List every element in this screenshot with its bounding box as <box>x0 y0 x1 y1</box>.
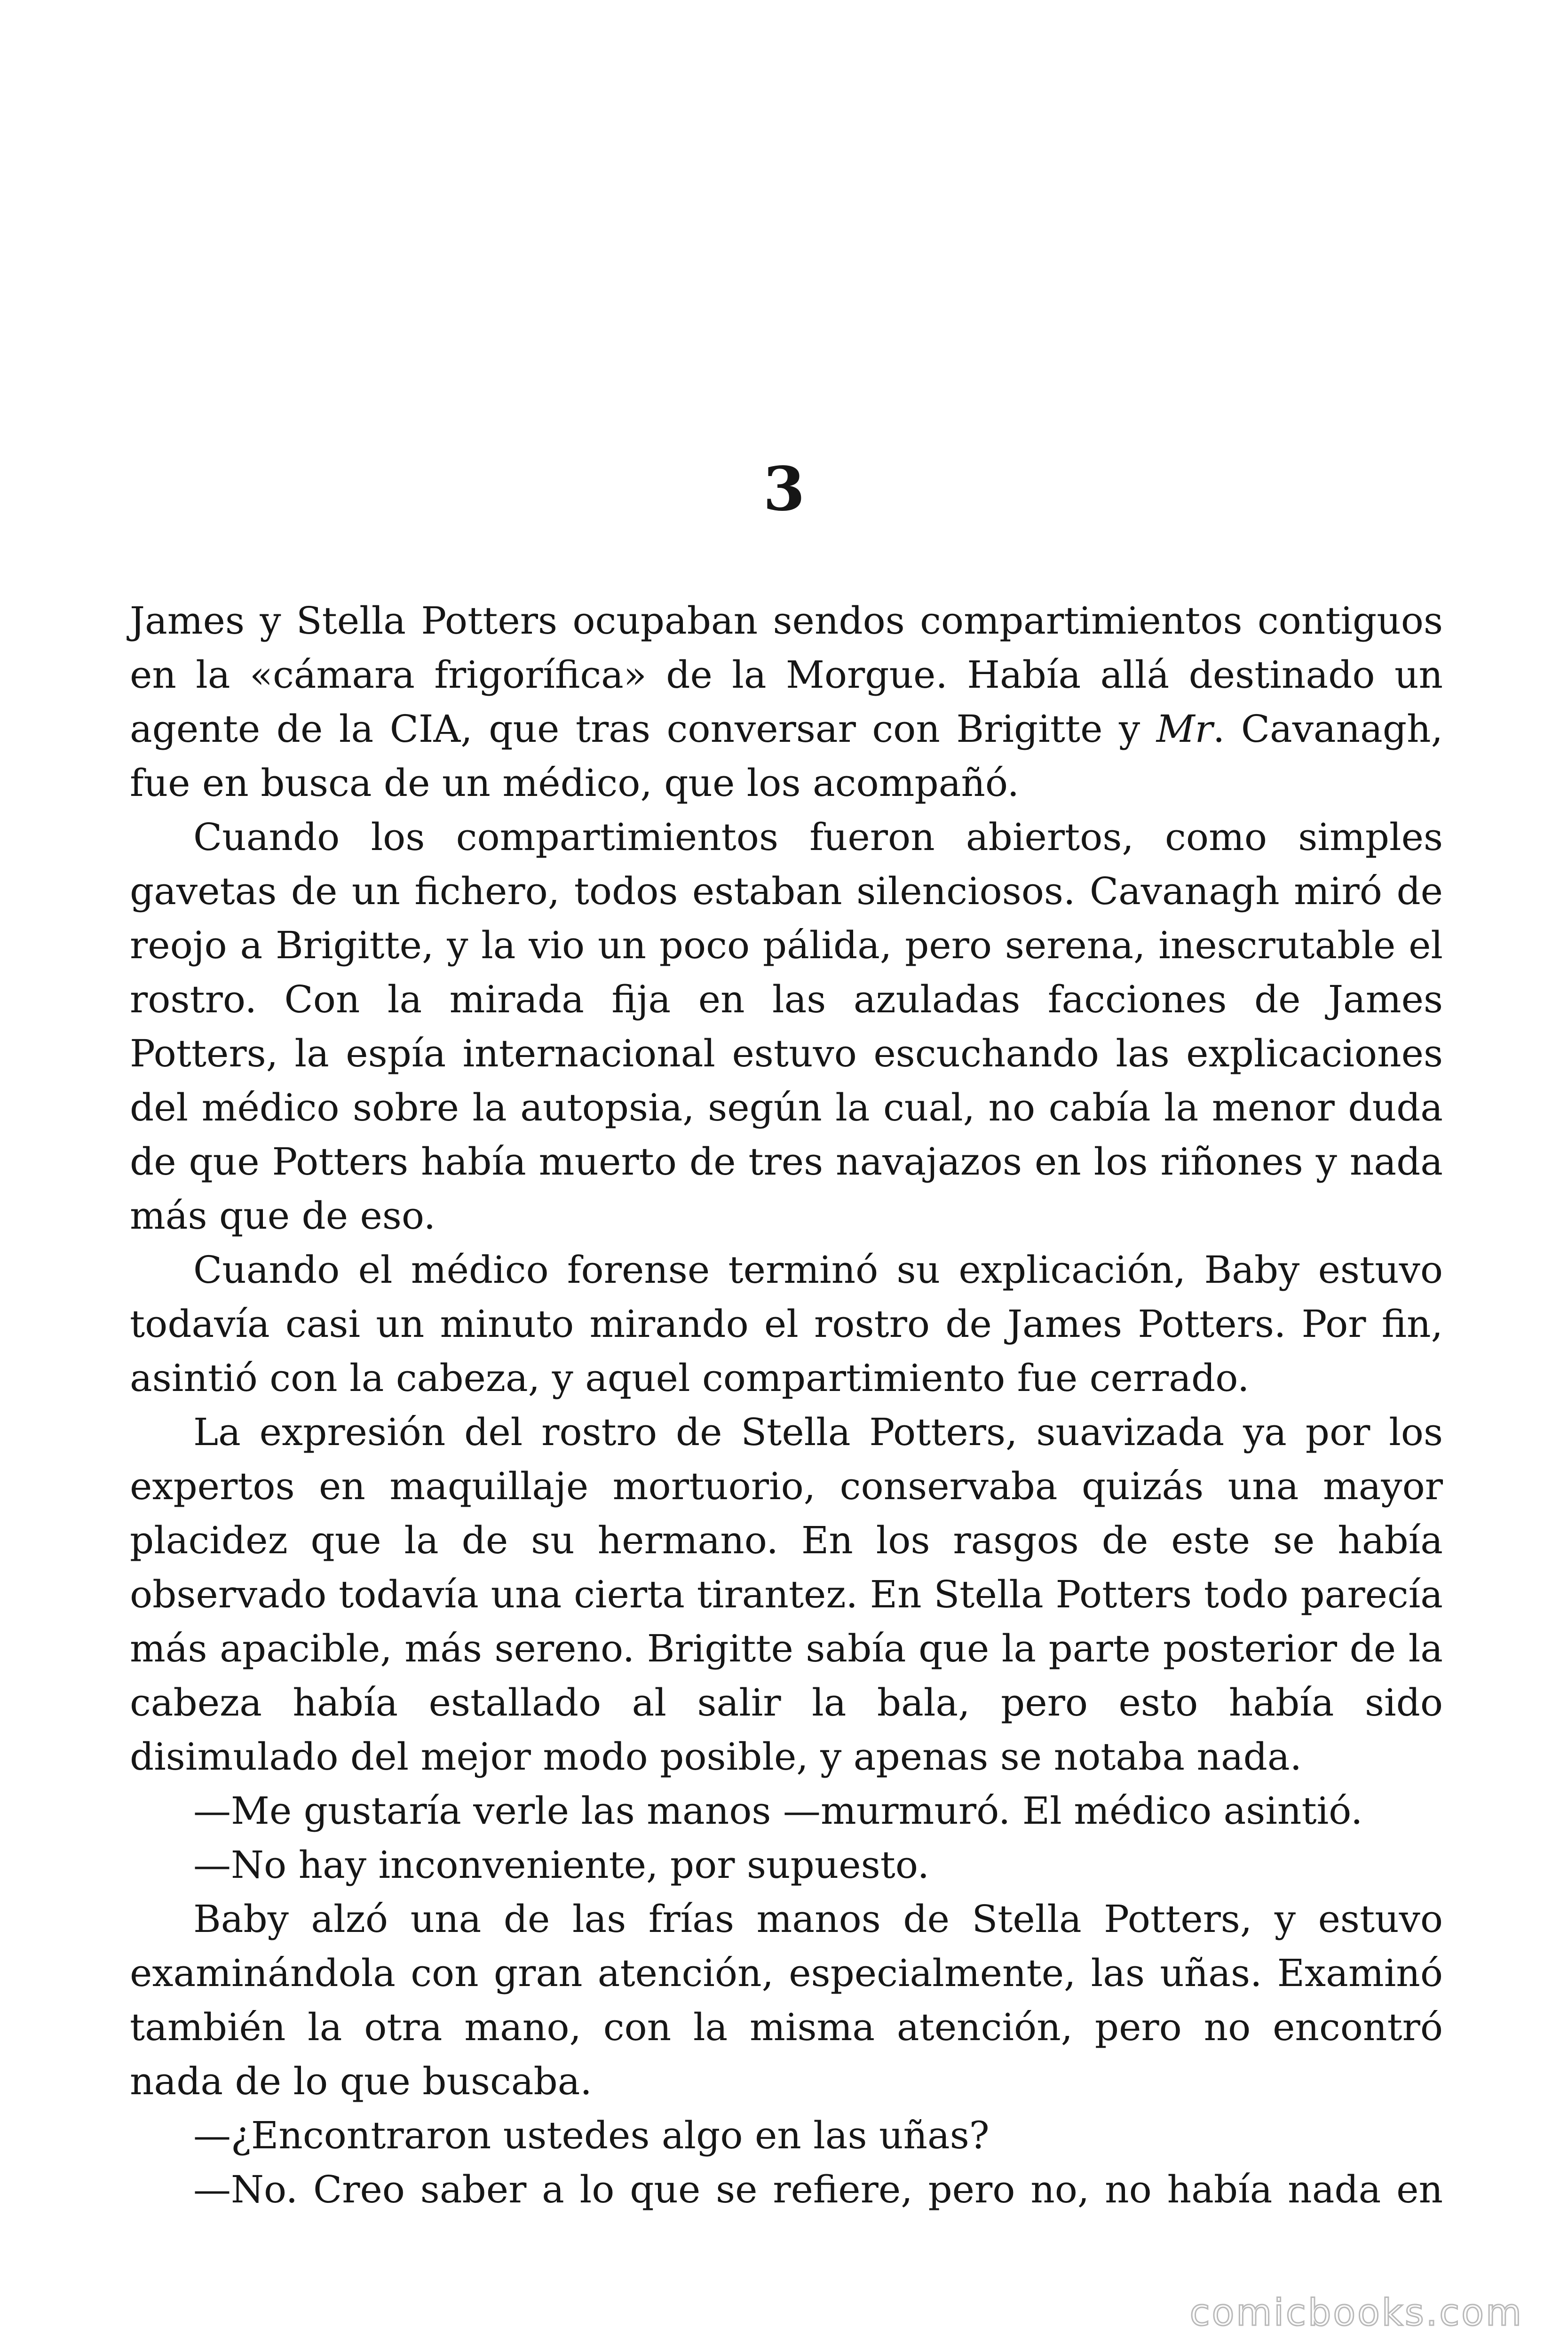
paragraph-2: Cuando los compartimientos fueron abiertos, como simples gavetas de un fichero, todos estaban silenciosos. Cavanagh miró de reojo a Brigitte, y la vio un poco pálida, pero serena, inescrutable el rostro. Con la mirada fija en las azuladas facciones de James Potters, la espía internacional estuvo escuchando las explicaciones del médico sobre la autopsia, según la cual, no cabía la menor duda de que Potters había muerto de tres navajazos en los riñones y nada más que de eso. <box>130 815 1443 1238</box>
paragraph-1-text-b: . Cavanagh, fue en busca de un médico, que los acompañó. <box>130 707 1443 805</box>
chapter-number: 3 <box>763 454 805 524</box>
paragraph-5: Baby alzó una de las frías manos de Stella Potters, y estuvo examinándola con gran atención, especialmente, las uñas. Examinó también la otra mano, con la misma atención, pero no encontró nada de lo que buscaba. <box>130 1897 1443 2103</box>
dialogue-line-1: —Me gustaría verle las manos —murmuró. El médico asintió. <box>193 1789 1363 1833</box>
paragraph-1 <box>130 594 1443 810</box>
paragraph-4: La expresión del rostro de Stella Potters, suavizada ya por los expertos en maquillaje mortuorio, conservaba quizás una mayor placidez que la de su hermano. En los rasgos de este se había observado todavía una cierta tirantez. En Stella Potters todo parecía más apacible, más sereno. Brigitte sabía que la parte posterior de la cabeza había estallado al salir la bala, pero esto había sido disimulado del mejor modo posible, y apenas se notaba nada. <box>130 1410 1443 1779</box>
paragraph-1-text-a: James y Stella Potters ocupaban sendos compartimientos contiguos en la «cámara frigorífica» de la Morgue. Había allá destinado un agente de la CIA, que tras conversar con Brigitte y <box>130 599 1443 751</box>
paragraph-1-italic: Mr <box>1156 707 1213 751</box>
chapter-body <box>130 594 1443 2217</box>
dialogue-line-4: —No. Creo saber a lo que se refiere, pero no, no había nada en <box>193 2168 1443 2211</box>
paragraph-3: Cuando el médico forense terminó su explicación, Baby estuvo todavía casi un minuto mirando el rostro de James Potters. Por fin, asintió con la cabeza, y aquel compartimiento fue cerrado. <box>130 1248 1443 1400</box>
dialogue-line-2: —No hay inconveniente, por supuesto. <box>193 1843 929 1887</box>
watermark: comicbooks.com <box>1189 2292 1523 2334</box>
dialogue-line-3: —¿Encontraron ustedes algo en las uñas? <box>193 2114 990 2157</box>
